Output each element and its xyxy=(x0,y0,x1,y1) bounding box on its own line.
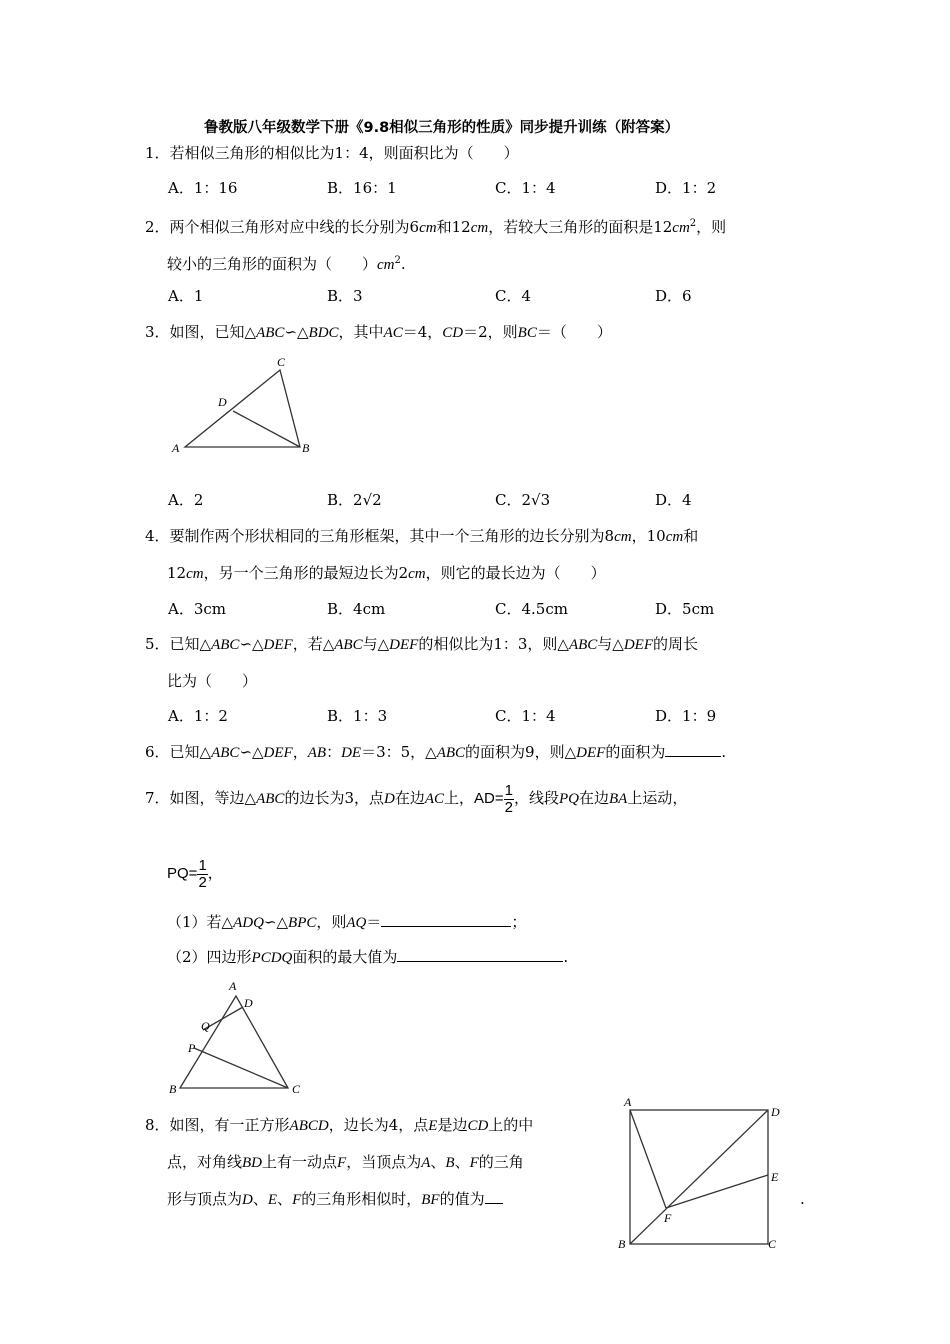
text-segment: 和 xyxy=(683,527,699,545)
q7-label-d: D xyxy=(244,996,253,1010)
text-segment: ∽△ xyxy=(239,743,264,761)
q5-option-a: A．1：2 xyxy=(168,707,228,725)
q8-label-a: A xyxy=(624,1095,632,1109)
text-segment: cm xyxy=(408,566,426,582)
text-segment: 的面积为 xyxy=(605,743,666,761)
text-segment: ，10 xyxy=(631,527,666,545)
text-segment: ，另一个三角形的最短边长为2 xyxy=(203,564,409,582)
text-segment: 6．已知△ xyxy=(145,743,212,761)
q1-option-d: D．1：2 xyxy=(655,179,717,197)
text-segment: F xyxy=(337,1155,347,1171)
text-segment: 2 xyxy=(689,218,697,229)
text-segment: ，当顶点为 xyxy=(346,1153,422,1171)
text-segment: ABC xyxy=(256,325,285,341)
text-segment: 的三角 xyxy=(478,1153,524,1171)
q3-triangle-abc xyxy=(185,370,300,447)
q5-option-d: D．1：9 xyxy=(655,707,717,725)
q3-label-b: B xyxy=(302,441,310,455)
q4-option-b: B．4cm xyxy=(327,600,386,618)
text-segment: AB xyxy=(307,745,327,761)
text-segment: （1）若△ xyxy=(167,913,234,931)
text-segment: 的周长 xyxy=(653,635,699,653)
fraction-numerator: 1 xyxy=(504,781,513,799)
text-segment: E xyxy=(428,1118,438,1134)
text-segment: cm xyxy=(377,257,395,273)
text-segment: 在边 xyxy=(579,789,610,807)
text-segment: AC xyxy=(424,791,445,807)
q4-option-d: D．5cm xyxy=(655,600,715,618)
text-segment: ＝ xyxy=(366,913,382,931)
text-segment: 2．两个相似三角形对应中线的长分别为6 xyxy=(145,218,420,236)
text-segment: 与△ xyxy=(362,635,390,653)
text-segment: PQ xyxy=(559,791,579,807)
q7-label-p: P xyxy=(188,1041,196,1055)
text-segment: ABC xyxy=(211,745,240,761)
text-segment: . xyxy=(400,255,406,273)
text-segment: 是边 xyxy=(437,1116,468,1134)
q7-triangle-abc xyxy=(180,996,288,1088)
q1-option-a: A．1：16 xyxy=(168,179,238,197)
text-segment: cm xyxy=(419,220,437,236)
text-segment: cm xyxy=(665,529,684,545)
q3-option-c: C．2√3 xyxy=(495,491,551,509)
q1-option-c: C．1：4 xyxy=(495,179,556,197)
q2-option-c: C．4 xyxy=(495,287,532,305)
text-segment: cm xyxy=(186,566,204,582)
text-segment: E xyxy=(267,1192,278,1208)
text-segment: F xyxy=(469,1155,479,1171)
text-segment: 1．若相似三角形的相似比为1：4，则面积比为（ ） xyxy=(145,144,519,162)
q7-segment-pc xyxy=(194,1048,288,1088)
text-segment: ＝4， xyxy=(402,323,443,341)
q4-option-a: A．3cm xyxy=(168,600,227,618)
text-segment: 、 xyxy=(454,1153,470,1171)
q8-label-c: C xyxy=(768,1237,777,1251)
text-segment: CD xyxy=(442,325,464,341)
text-segment: 与△ xyxy=(597,635,624,653)
q8-figure xyxy=(618,1095,780,1251)
text-segment: 8．如图，有一正方形 xyxy=(145,1116,290,1134)
text-segment: 形与顶点为 xyxy=(167,1190,243,1208)
text-segment: 上， xyxy=(444,789,475,807)
text-segment: ＝2，则 xyxy=(463,323,518,341)
q8-label-f: F xyxy=(664,1211,672,1225)
text-segment: ∽△ xyxy=(263,913,289,931)
text-segment: ADQ xyxy=(233,915,264,931)
text-segment: 、 xyxy=(430,1153,446,1171)
q5-option-b: B．1：3 xyxy=(327,707,388,725)
q8-segment-af xyxy=(630,1110,666,1208)
q8-segment-fe xyxy=(666,1175,768,1208)
text-segment: 和12 xyxy=(436,218,471,236)
q7-label-c: C xyxy=(292,1082,301,1096)
text-segment: ，若较大三角形的面积是12 xyxy=(488,218,673,236)
text-segment: B xyxy=(445,1155,455,1171)
text-segment: ＝3：5，△ xyxy=(361,743,437,761)
text-segment: AC xyxy=(383,325,403,341)
text-segment: 3．如图，已知△ xyxy=(145,323,257,341)
q8-label-b: B xyxy=(618,1237,626,1251)
text-segment: 的边长为3，点 xyxy=(284,789,384,807)
q7-part1-end: ； xyxy=(511,913,527,931)
text-segment: DEF xyxy=(623,637,654,653)
q8-end: . xyxy=(800,1190,805,1208)
text-segment: ，线段 xyxy=(513,789,559,807)
q2-option-a: A．1 xyxy=(168,287,204,305)
text-segment: 12 xyxy=(167,564,187,582)
q7-pq-label: PQ= xyxy=(167,865,198,882)
q3-option-d: D．4 xyxy=(655,491,692,509)
text-segment: ABC xyxy=(568,637,598,653)
text-segment: DE xyxy=(341,745,362,761)
text-segment: ABC xyxy=(211,637,240,653)
text-segment: BPC xyxy=(288,915,317,931)
text-segment: 较小的三角形的面积为（ ） xyxy=(167,255,378,273)
fraction-denominator: 2 xyxy=(504,798,513,816)
q7-ad-label: AD= xyxy=(474,790,504,807)
text-segment: ABC xyxy=(436,745,466,761)
text-segment: 上的中 xyxy=(488,1116,534,1134)
text-segment: DEF xyxy=(389,637,419,653)
text-segment: DEF xyxy=(576,745,606,761)
text-segment: AQ xyxy=(346,915,367,931)
text-segment: 比为（ ） xyxy=(167,672,258,690)
text-segment: DEF xyxy=(263,745,293,761)
q3-option-a: A．2 xyxy=(168,491,204,509)
q7-figure xyxy=(169,979,301,1096)
text-segment: 7．如图，等边△ xyxy=(145,789,257,807)
text-segment: 在边 xyxy=(394,789,425,807)
q1-option-b: B．16：1 xyxy=(327,179,397,197)
q6-end: . xyxy=(721,743,727,761)
text-segment: ，其中 xyxy=(338,323,384,341)
text-segment: ∽△ xyxy=(284,323,309,341)
q8-diagonal-bd xyxy=(630,1110,768,1244)
text-segment: ∽△ xyxy=(239,635,264,653)
text-segment: 的相似比为1：3，则△ xyxy=(418,635,569,653)
text-segment: ， xyxy=(292,743,308,761)
q5-option-c: C．1：4 xyxy=(495,707,556,725)
q3-segment-db xyxy=(233,411,300,447)
text-segment: （2）四边形 xyxy=(167,948,252,966)
text-segment: ，边长为4，点 xyxy=(328,1116,429,1134)
text-segment: 5．已知△ xyxy=(145,635,212,653)
fraction-denominator: 2 xyxy=(198,873,207,891)
text-segment: DEF xyxy=(263,637,293,653)
q2-option-d: D．6 xyxy=(655,287,692,305)
text-segment: BD xyxy=(242,1155,263,1171)
q7-label-a: A xyxy=(229,979,237,993)
q7-pq-end: ， xyxy=(207,864,223,882)
q7-part2-end: . xyxy=(563,948,569,966)
text-segment: ，则 xyxy=(696,218,727,236)
q3-figure xyxy=(171,355,310,455)
q3-option-b: B．2√2 xyxy=(327,491,382,509)
document-title: 鲁教版八年级数学下册《9.8相似三角形的性质》同步提升训练（附答案） xyxy=(204,120,680,136)
text-segment: 的面积为9，则△ xyxy=(465,743,577,761)
text-segment: F xyxy=(292,1192,302,1208)
text-segment: 上运动， xyxy=(627,789,688,807)
q3-label-c: C xyxy=(277,355,286,369)
text-segment: 上有一动点 xyxy=(262,1153,338,1171)
text-segment: PCDQ xyxy=(251,950,293,966)
text-segment: ABC xyxy=(256,791,285,807)
text-segment: BC xyxy=(517,325,537,341)
text-segment: 、 xyxy=(277,1190,293,1208)
text-segment: BDC xyxy=(308,325,339,341)
q3-label-a: A xyxy=(172,441,180,455)
q8-label-e: E xyxy=(771,1170,779,1184)
text-segment: D xyxy=(242,1192,253,1208)
text-segment: cm xyxy=(672,220,690,236)
text-segment: cm xyxy=(614,529,632,545)
text-segment: ABC xyxy=(334,637,363,653)
q4-option-c: C．4.5cm xyxy=(495,600,568,618)
q8-label-d: D xyxy=(771,1105,780,1119)
text-segment: 的值为 xyxy=(439,1190,485,1208)
text-segment: CD xyxy=(467,1118,489,1134)
text-segment: 、 xyxy=(252,1190,268,1208)
text-segment: 4．要制作两个形状相同的三角形框架，其中一个三角形的边长分别为8 xyxy=(145,527,615,545)
text-segment: A xyxy=(421,1155,431,1171)
text-segment: cm xyxy=(470,220,489,236)
text-segment: D xyxy=(383,791,395,807)
text-segment: ，则它的最长边为（ ） xyxy=(425,564,606,582)
text-segment: ，若△ xyxy=(292,635,335,653)
text-segment: 点，对角线 xyxy=(167,1153,243,1171)
text-segment: 面积的最大值为 xyxy=(292,948,398,966)
q3-label-d: D xyxy=(218,395,227,409)
q7-label-q: Q xyxy=(201,1019,210,1033)
fraction-numerator: 1 xyxy=(198,856,207,874)
text-segment: BF xyxy=(421,1192,440,1208)
text-segment: 的三角形相似时， xyxy=(301,1190,422,1208)
text-segment: BA xyxy=(609,791,628,807)
text-segment: ＝（ ） xyxy=(536,323,612,341)
q2-option-b: B．3 xyxy=(327,287,363,305)
text-segment: ，则 xyxy=(316,913,347,931)
q7-label-b: B xyxy=(169,1082,177,1096)
text-segment: ABCD xyxy=(289,1118,329,1134)
text-segment: ： xyxy=(326,743,342,761)
text-segment: 2 xyxy=(394,255,401,266)
